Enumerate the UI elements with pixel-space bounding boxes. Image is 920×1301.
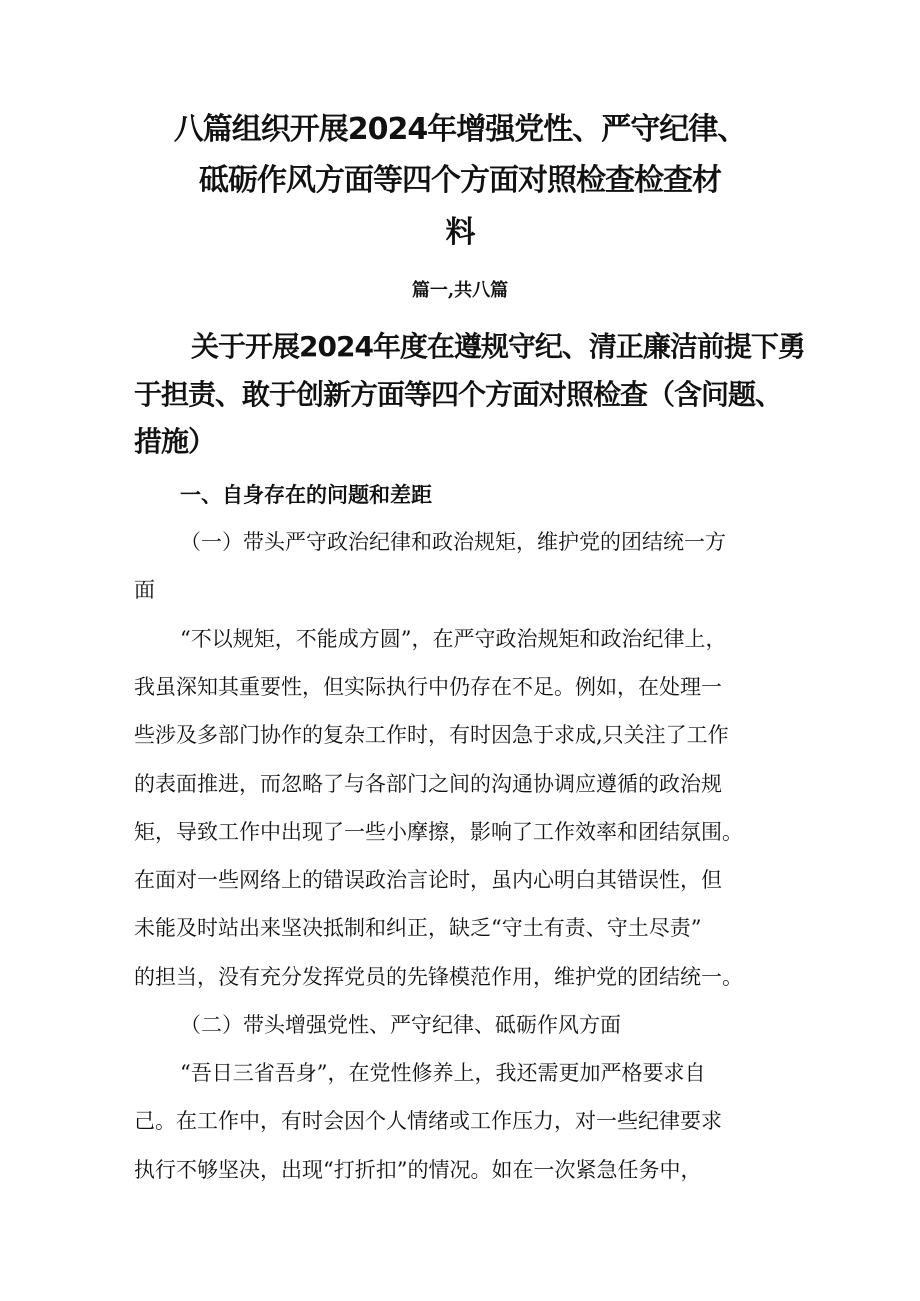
subsection-1-title-line-1: （一）带头严守政治纪律和政治规矩，维护党的团结统一方	[180, 530, 726, 554]
paragraph-1-line-4: 的表面推进，而忽略了与各部门之间的沟通协调应遵循的政治规	[134, 772, 722, 796]
subsection-2-title: （二）带头增强党性、严守纪律、砥砺作风方面	[180, 1013, 621, 1037]
paragraph-1-line-3: 些涉及多部门协作的复杂工作时，有时因急于求成,只关注了工作	[134, 723, 729, 747]
paragraph-1-line-7: 未能及时站出来坚决抵制和纠正，缺乏“守土有责、守土尽责”	[134, 916, 702, 940]
document-title-line-3: 料	[445, 215, 475, 250]
paragraph-1-line-5: 矩，导致工作中出现了一些小摩擦，影响了工作效率和团结氛围。	[134, 820, 743, 844]
paragraph-2-line-3: 执行不够坚决，出现“打折扣”的情况。如在一次紧急任务中，	[134, 1158, 702, 1182]
article-heading-line-3: 措施）	[134, 425, 216, 458]
document-title-line-2: 砥砺作风方面等四个方面对照检查检查材	[199, 163, 721, 198]
article-heading-line-1: 关于开展2024年度在遵规守纪、清正廉洁前提下勇	[191, 330, 805, 363]
section-1-title: 一、自身存在的问题和差距	[180, 482, 432, 507]
document-title-line-1: 八篇组织开展2024年增强党性、严守纪律、	[173, 112, 747, 147]
article-heading-line-2: 于担责、敢于创新方面等四个方面对照检查（含问题、	[134, 378, 783, 411]
paragraph-1-line-2: 我虽深知其重要性，但实际执行中仍存在不足。例如，在处理一	[134, 675, 722, 699]
document-subtitle: 篇一,共八篇	[411, 280, 509, 301]
paragraph-1-line-6: 在面对一些网络上的错误政治言论时，虽内心明白其错误性，但	[134, 868, 722, 892]
paragraph-1-line-8: 的担当，没有充分发挥党员的先锋模范作用，维护党的团结统一。	[134, 965, 743, 989]
subsection-1-title-line-2: 面	[134, 578, 155, 602]
paragraph-2-line-2: 己。在工作中，有时会因个人情绪或工作压力，对一些纪律要求	[134, 1109, 722, 1133]
paragraph-2-line-1: “吾日三省吾身”，在党性修养上，我还需更加严格要求自	[180, 1061, 706, 1085]
paragraph-1-line-1: “不以规矩，不能成方圆”，在严守政治规矩和政治纪律上，	[180, 627, 727, 651]
